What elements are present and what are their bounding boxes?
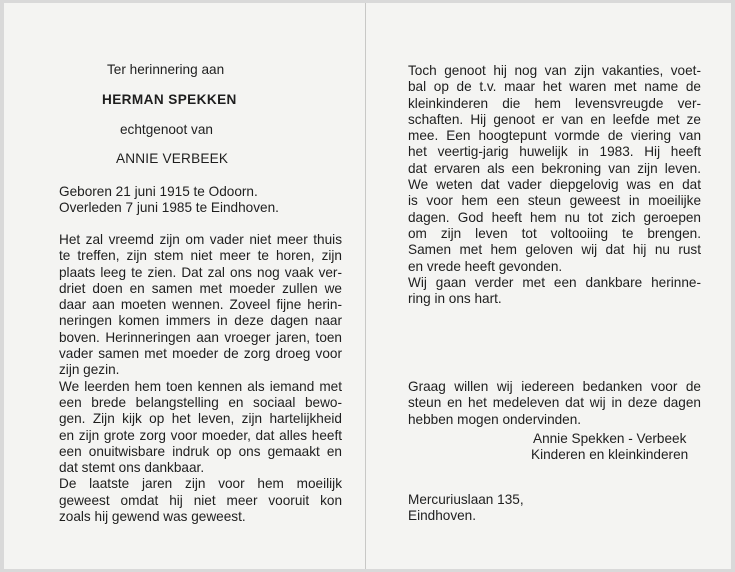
text-line: Het zal vreemd zijn om vader niet meer thuis [59, 232, 342, 247]
text-line: dagen. God heeft hem nu tot zich geroepen [408, 209, 701, 225]
text-line: We weten dat vader diepgelovig was en dat [408, 177, 701, 193]
text-line: daar aan moeten wennen. Zoveel fijne herin- [59, 297, 342, 313]
spouse-name: ANNIE VERBEEK [116, 151, 229, 166]
address-city: Eindhoven. [408, 508, 477, 523]
text-line: gen. Zijn kijk op het leven, zijn hartelijkheid [59, 411, 342, 427]
text-line: We leerden hem toen kennen als iemand met [59, 378, 342, 394]
text-line: dat stemt ons dankbaar. [59, 460, 205, 476]
text-line: Samen met hem geloven wij dat hij nu rust [408, 242, 701, 258]
text-line: vader samen met moeder de zorg droeg voor [59, 346, 342, 362]
text-line: een onuitwisbare indruk op ons gemaakt en [59, 443, 342, 459]
text-line: boven. Herinneringen aan vroeger jaren, toen [59, 329, 342, 345]
text-line: neringen komen immers in deze dagen naar [59, 313, 342, 329]
text-line: is voor hem een steun geweest in moeilijke [408, 193, 701, 209]
thanks-block [408, 379, 701, 428]
signature-family: Kinderen en kleinkinderen [531, 447, 689, 462]
thanks-line: steun en het medeleven dat wij in deze dagen [408, 395, 701, 411]
memorial-card [4, 3, 731, 569]
text-line: ring in ons hart. [408, 291, 502, 307]
text-line: mee. Een hoogtepunt vormde de viering van [408, 128, 701, 144]
text-line: een brede belangstelling en sociaal bewo- [59, 394, 342, 410]
text-line: geweest omdat hij niet meer vooruit kon [59, 492, 342, 508]
text-line: te treffen, zijn stem niet meer te horen, zijn [59, 248, 342, 264]
signature-names: Annie Spekken - Verbeek [533, 431, 687, 446]
text-line: zoals hij gewend was geweest. [59, 509, 246, 525]
death-line: Overleden 7 juni 1985 te Eindhoven. [59, 200, 279, 215]
text-line: schaften. Hij genoot er van en leefde met ze [408, 111, 701, 127]
text-line: De laatste jaren zijn voor hem moeilijk [59, 476, 342, 492]
text-line: om zijn leven tot voltooiing te brengen. [408, 225, 701, 241]
thanks-line: Graag willen wij iedereen bedanken voor de [408, 379, 701, 394]
birth-line: Geboren 21 juni 1915 te Odoorn. [59, 184, 258, 199]
address-street: Mercuriuslaan 135, [408, 492, 524, 507]
relation-line: echtgenoot van [120, 122, 213, 137]
text-line: Wij gaan verder met een dankbare herinne- [408, 274, 701, 290]
text-line: plaats leeg te zien. Dat zal ons nog vaak ver- [59, 264, 342, 280]
text-line: en vrede heeft gevonden. [408, 258, 563, 274]
text-line: bal op de t.v. maar het waren met name de [408, 79, 701, 95]
text-line: kleinkinderen die hem levensvreugde ver- [408, 95, 701, 111]
left-text-block [59, 232, 342, 525]
text-line: het veertig-jarig huwelijk in 1983. Hij heeft [408, 144, 701, 160]
text-line: Toch genoot hij nog van zijn vakanties, voet- [408, 63, 701, 78]
deceased-name: HERMAN SPEKKEN [102, 92, 237, 107]
text-line: dat ervaren als een bekroning van zijn leven. [408, 160, 701, 176]
right-text-block [408, 63, 701, 307]
text-line: driet doen en samen met moeder zullen we [59, 280, 342, 296]
intro-line: Ter herinnering aan [107, 62, 225, 77]
text-line: en zijn grote zorg voor moeder, dat alles heeft [59, 427, 342, 443]
card-fold-line [365, 3, 366, 569]
text-line: zijn gezin. [59, 362, 120, 378]
thanks-line: hebben mogen ondervinden. [408, 411, 582, 427]
